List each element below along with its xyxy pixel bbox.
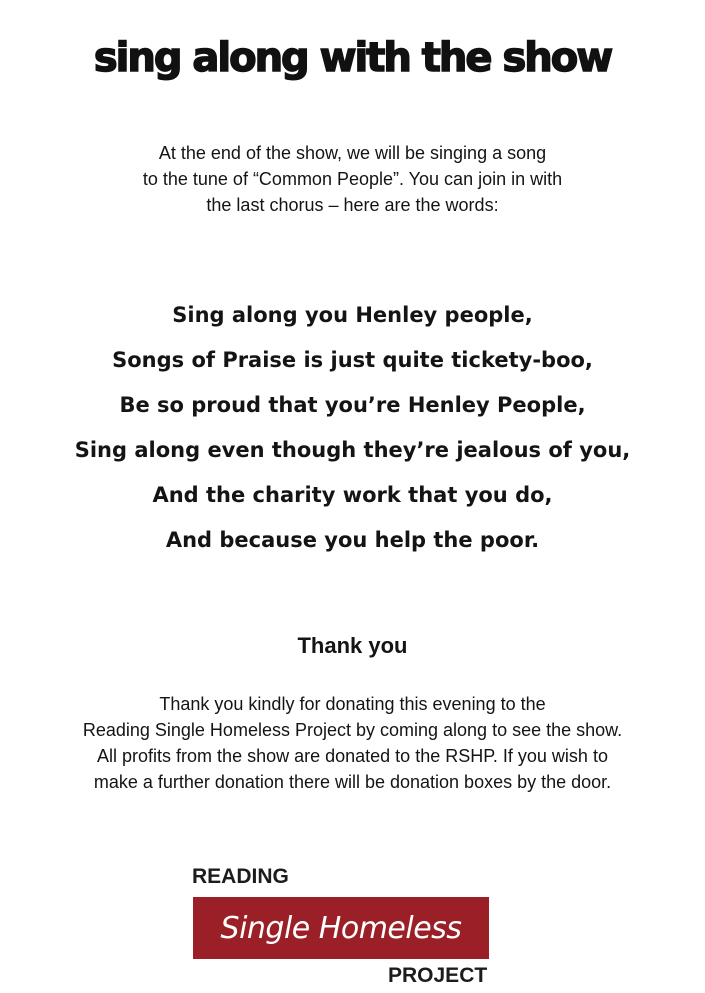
thanks-line: make a further donation there will be donation boxes by the door. bbox=[93, 772, 612, 792]
lyric-line: Be so proud that you’re Henley People, bbox=[119, 393, 586, 417]
song-lyrics bbox=[0, 293, 705, 563]
intro-line: to the tune of “Common People”. You can join in with bbox=[142, 169, 563, 189]
thank-you-heading: Thank you bbox=[297, 633, 408, 658]
logo-project-text: PROJECT bbox=[388, 964, 488, 987]
lyric-line: Sing along you Henley people, bbox=[172, 303, 533, 327]
thanks-line: Thank you kindly for donating this evening to the bbox=[159, 694, 546, 714]
logo-single-homeless-box bbox=[193, 897, 489, 959]
thanks-line: All profits from the show are donated to the RSHP. If you wish to bbox=[97, 746, 608, 766]
intro-paragraph bbox=[0, 140, 705, 218]
thank-you-paragraph bbox=[0, 691, 705, 795]
lyric-line: Sing along even though they’re jealous of you, bbox=[74, 438, 631, 462]
thanks-line: Reading Single Homeless Project by coming along to see the show. bbox=[82, 720, 623, 740]
lyric-line: And because you help the poor. bbox=[165, 528, 540, 552]
logo-reading-text: READING bbox=[192, 865, 289, 888]
intro-line: the last chorus – here are the words: bbox=[206, 195, 499, 215]
logo-single-homeless-text: Single Homeless bbox=[220, 910, 462, 946]
intro-line: At the end of the show, we will be singing a song bbox=[158, 143, 547, 163]
page-title: sing along with the show bbox=[93, 35, 612, 81]
lyric-line: And the charity work that you do, bbox=[152, 483, 553, 507]
lyric-line: Songs of Praise is just quite tickety-boo, bbox=[112, 348, 593, 372]
